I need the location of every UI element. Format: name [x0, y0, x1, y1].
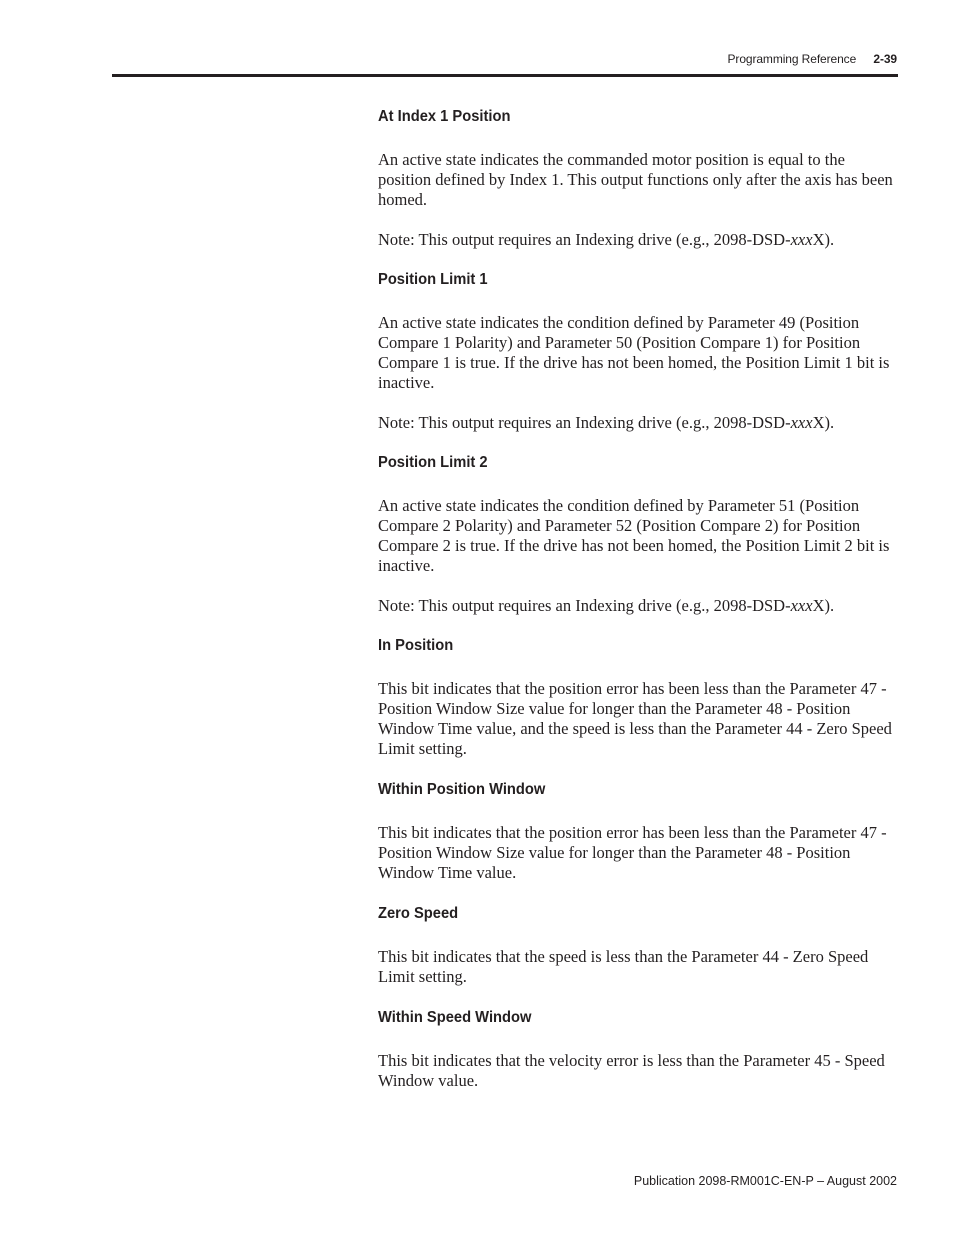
section-body: This bit indicates that the speed is less than the Parameter 44 - Zero Speed Limit setting.: [378, 947, 869, 986]
note-suffix: X).: [812, 413, 835, 432]
note-suffix: X).: [812, 230, 835, 249]
section-heading: Position Limit 1: [378, 271, 488, 288]
section-body: This bit indicates that the velocity error is less than the Parameter 45 - Speed Window value.: [378, 1051, 885, 1090]
section-in-position: [378, 635, 898, 759]
section-body: This bit indicates that the position error has been less than the Parameter 47 - Position Window Size value for longer than the Parameter 48 - Position Window Time value, and the speed is less than the Parameter 44 - Zero Speed Limit setting.: [378, 679, 892, 758]
section-position-limit-1: [378, 269, 898, 433]
header-rule: [112, 74, 898, 77]
section-note: [378, 413, 898, 433]
page-number: 2-39: [873, 52, 897, 66]
section-body: An active state indicates the commanded motor position is equal to the position defined by Index 1. This output functions only after the axis has been homed.: [378, 150, 893, 209]
section-body: An active state indicates the condition defined by Parameter 49 (Position Compare 1 Polarity) and Parameter 50 (Position Compare 1) for Position Compare 1 is true. If the drive has not been homed, the Position Limit 1 bit is inactive.: [378, 313, 890, 392]
section-heading: At Index 1 Position: [378, 108, 511, 125]
section-note: [378, 596, 898, 616]
main-content: [378, 106, 898, 1111]
note-prefix: Note: This output requires an Indexing drive (e.g., 2098-DSD-: [378, 230, 791, 249]
section-position-limit-2: [378, 452, 898, 616]
section-heading: Within Speed Window: [378, 1009, 532, 1026]
section-within-position-window: [378, 779, 898, 883]
header-section-title: Programming Reference: [727, 52, 857, 66]
note-italic: xxx: [790, 230, 813, 249]
section-within-speed-window: [378, 1007, 898, 1091]
section-heading: Within Position Window: [378, 781, 546, 798]
note-italic: xxx: [790, 596, 813, 615]
section-heading: Zero Speed: [378, 905, 459, 922]
section-heading: In Position: [378, 637, 454, 654]
note-prefix: Note: This output requires an Indexing drive (e.g., 2098-DSD-: [378, 413, 791, 432]
page-footer: Publication 2098-RM001C-EN-P – August 2002: [633, 1174, 897, 1188]
note-suffix: X).: [812, 596, 835, 615]
section-body: This bit indicates that the position error has been less than the Parameter 47 - Position Window Size value for longer than the Parameter 48 - Position Window Time value.: [378, 823, 887, 882]
note-prefix: Note: This output requires an Indexing drive (e.g., 2098-DSD-: [378, 596, 791, 615]
section-body: An active state indicates the condition defined by Parameter 51 (Position Compare 2 Polarity) and Parameter 52 (Position Compare 2) for Position Compare 2 is true. If the drive has not been homed, the Position Limit 2 bit is inactive.: [378, 496, 890, 575]
note-italic: xxx: [790, 413, 813, 432]
section-zero-speed: [378, 903, 898, 987]
section-heading: Position Limit 2: [378, 454, 488, 471]
page-header: [728, 52, 897, 66]
section-note: [378, 230, 898, 250]
section-at-index-1-position: [378, 106, 898, 250]
